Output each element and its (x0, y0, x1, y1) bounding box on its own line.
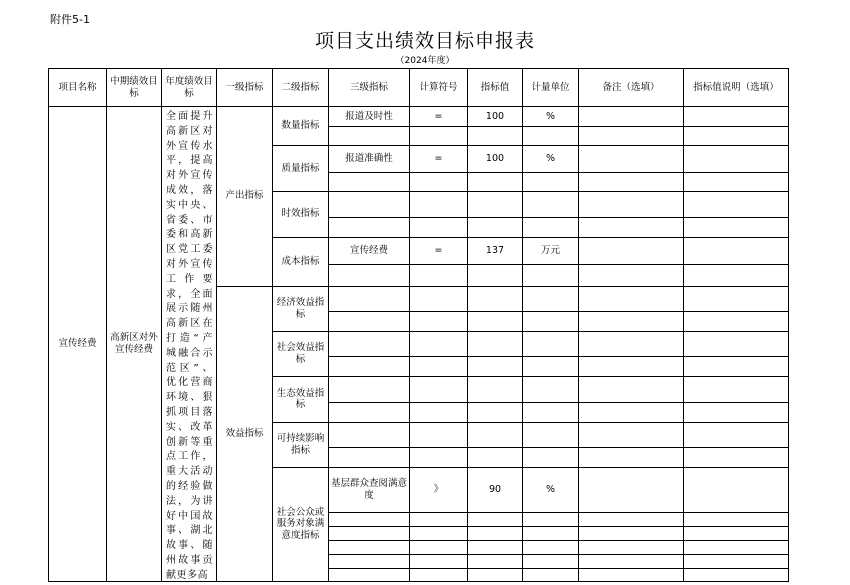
project-name-cell: 宣传经费 (49, 107, 107, 582)
level3-cell: 基层群众查阅满意度 (329, 467, 410, 512)
symbol-cell: = (410, 146, 468, 173)
level2-quantity: 数量指标 (273, 107, 329, 146)
level2-sustainable: 可持续影响指标 (273, 422, 329, 467)
level2-ecological: 生态效益指标 (273, 377, 329, 422)
table-header-row (49, 69, 789, 107)
unit-cell: 万元 (523, 237, 579, 264)
value-cell: 100 (468, 107, 523, 127)
header-project-name: 项目名称 (49, 69, 107, 107)
performance-goal-table (48, 68, 789, 582)
level2-quality: 质量指标 (273, 146, 329, 192)
level2-satisfaction: 社会公众或服务对象满意度指标 (273, 467, 329, 581)
year-subtitle: （2024年度） (395, 56, 455, 66)
level2-timeliness: 时效指标 (273, 192, 329, 237)
header-symbol: 计算符号 (410, 69, 468, 107)
header-explain: 指标值说明（选填） (684, 69, 789, 107)
unit-cell: % (523, 107, 579, 127)
level2-economic: 经济效益指标 (273, 286, 329, 331)
level3-cell: 报道及时性 (329, 107, 410, 127)
level3-cell: 报道准确性 (329, 146, 410, 173)
header-value: 指标值 (468, 69, 523, 107)
unit-cell: % (523, 146, 579, 173)
header-unit: 计量单位 (523, 69, 579, 107)
symbol-cell: 》 (410, 467, 468, 512)
mid-term-goal-cell: 高新区对外宣传经费 (107, 107, 162, 582)
header-mid-term-goal: 中期绩效目标 (107, 69, 162, 107)
symbol-cell: = (410, 107, 468, 127)
header-annual-goal: 年度绩效目标 (162, 69, 217, 107)
annual-goal-cell: 全面提升高新区对外宣传水平，提高对外宣传成效，落实中央、省委、市委和高新区党工委对外宣传工作要求，全面展示随州高新区在打造“产城融合示范区”、优化营商环境、狠抓项目落实、改革创新等重点工作，重大活动的经验做法，为讲好中国故事、湖北故事、随州故事贡献更多高 (162, 107, 217, 582)
page-title: 项目支出绩效目标申报表 (314, 30, 535, 52)
value-cell: 137 (468, 237, 523, 264)
header-level2: 二级指标 (273, 69, 329, 107)
unit-cell: % (523, 467, 579, 512)
remark-cell (579, 107, 684, 127)
symbol-cell: = (410, 237, 468, 264)
header-remark: 备注（选填） (579, 69, 684, 107)
header-level1: 一级指标 (217, 69, 273, 107)
table-row (49, 107, 789, 127)
value-cell: 100 (468, 146, 523, 173)
header-level3: 三级指标 (329, 69, 410, 107)
annex-label: 附件5-1 (50, 13, 90, 26)
level1-output: 产出指标 (217, 107, 273, 287)
level3-cell: 宣传经费 (329, 237, 410, 264)
level2-cost: 成本指标 (273, 237, 329, 286)
explain-cell (684, 107, 789, 127)
value-cell: 90 (468, 467, 523, 512)
level2-social: 社会效益指标 (273, 332, 329, 377)
level1-benefit: 效益指标 (217, 286, 273, 581)
